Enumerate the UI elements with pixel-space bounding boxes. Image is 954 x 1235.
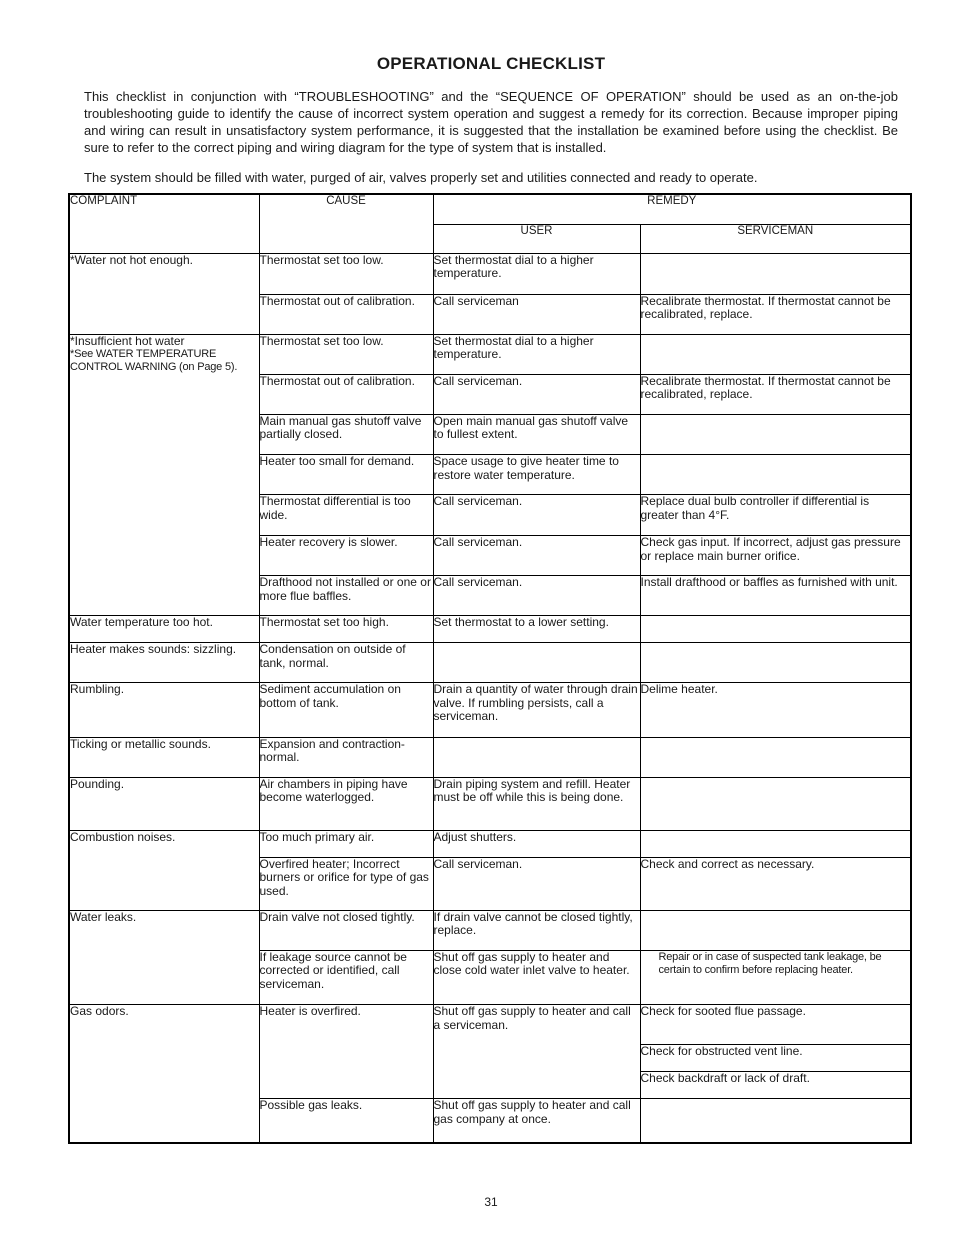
user-remedy-cell: Call serviceman. — [433, 495, 640, 536]
user-remedy-cell: Adjust shutters. — [433, 830, 640, 857]
serviceman-remedy-cell: Install drafthood or baffles as furnished with unit. — [640, 576, 911, 616]
complaint-cell — [69, 334, 259, 616]
complaint-cell: Water temperature too hot. — [69, 616, 259, 643]
page-number: 31 — [484, 1195, 498, 1209]
serviceman-remedy-cell — [640, 455, 911, 495]
serviceman-remedy-cell — [640, 643, 911, 683]
user-remedy-cell: Shut off gas supply to heater and call gas company at once. — [433, 1099, 640, 1143]
table-row — [69, 830, 911, 857]
user-remedy-cell: Shut off gas supply to heater and close cold water inlet valve to heater. — [433, 950, 640, 1004]
table-row — [69, 643, 911, 683]
header-remedy: REMEDY — [433, 194, 911, 224]
cause-cell: Overfired heater; Incorrect burners or orifice for type of gas used. — [259, 857, 433, 910]
serviceman-remedy-cell: Repair or in case of suspected tank leakage, be certain to confirm before replacing heater. — [640, 950, 911, 1004]
user-remedy-cell: Call serviceman — [433, 294, 640, 334]
complaint-cell: Gas odors. — [69, 1005, 259, 1143]
cause-cell: Thermostat differential is too wide. — [259, 495, 433, 536]
checklist-table — [68, 193, 912, 1144]
complaint-cell: Pounding. — [69, 777, 259, 830]
table-row — [69, 1005, 911, 1045]
complaint-text: *Insufficient hot water — [70, 333, 185, 348]
complaint-cell: Ticking or metallic sounds. — [69, 737, 259, 777]
cause-cell: Expansion and contraction-normal. — [259, 737, 433, 777]
cause-cell: Thermostat set too low. — [259, 253, 433, 294]
cause-cell: Thermostat set too low. — [259, 334, 433, 374]
cause-cell: Heater recovery is slower. — [259, 536, 433, 576]
serviceman-remedy-cell: Replace dual bulb controller if differential is greater than 4°F. — [640, 495, 911, 536]
serviceman-remedy-cell: Recalibrate thermostat. If thermostat cannot be recalibrated, replace. — [640, 294, 911, 334]
user-remedy-cell: If drain valve cannot be closed tightly, replace. — [433, 910, 640, 950]
user-remedy-cell: Space usage to give heater time to restore water temperature. — [433, 455, 640, 495]
user-remedy-cell — [433, 643, 640, 683]
user-remedy-cell: Shut off gas supply to heater and call a serviceman. — [433, 1005, 640, 1099]
serviceman-remedy-cell — [640, 910, 911, 950]
header-complaint: COMPLAINT — [69, 194, 259, 253]
serviceman-remedy-cell — [640, 414, 911, 454]
serviceman-remedy-cell — [640, 253, 911, 294]
serviceman-remedy-cell: Check backdraft or lack of draft. — [640, 1072, 911, 1099]
serviceman-remedy-cell — [640, 616, 911, 643]
table-row — [69, 737, 911, 777]
table-row — [69, 334, 911, 374]
serviceman-remedy-cell: Check gas input. If incorrect, adjust gas pressure or replace main burner orifice. — [640, 536, 911, 576]
header-serviceman: SERVICEMAN — [640, 224, 911, 253]
table-row — [69, 777, 911, 830]
table-row — [69, 616, 911, 643]
complaint-cell: Rumbling. — [69, 683, 259, 737]
serviceman-remedy-cell: Check and correct as necessary. — [640, 857, 911, 910]
cause-cell: Too much primary air. — [259, 830, 433, 857]
cause-cell: Condensation on outside of tank, normal. — [259, 643, 433, 683]
serviceman-remedy-cell: Recalibrate thermostat. If thermostat cannot be recalibrated, replace. — [640, 374, 911, 414]
cause-cell: Drafthood not installed or one or more flue baffles. — [259, 576, 433, 616]
user-remedy-cell: Drain a quantity of water through drain valve. If rumbling persists, call a serviceman. — [433, 683, 640, 737]
table-row — [69, 910, 911, 950]
user-remedy-cell: Set thermostat dial to a higher temperature. — [433, 253, 640, 294]
serviceman-remedy-cell: Check for obstructed vent line. — [640, 1045, 911, 1072]
cause-cell: Possible gas leaks. — [259, 1099, 433, 1143]
intro-paragraph: This checklist in conjunction with “TROUBLESHOOTING” and the “SEQUENCE OF OPERATION” should be used as an on-the-job troubleshooting guide to identify the cause of incorrect system operation and suggest a remedy for its correction. Because improper piping and wiring can result in unsatisfactory system performance, it is suggested that the installation be examined before using the checklist. Be sure to refer to the correct piping and wiring diagram for the type of system that is installed. — [84, 89, 898, 155]
complaint-note: *See WATER TEMPERATURE CONTROL WARNING (on Page 5). — [70, 348, 238, 374]
cause-cell: Sediment accumulation on bottom of tank. — [259, 683, 433, 737]
cause-cell: If leakage source cannot be corrected or identified, call serviceman. — [259, 950, 433, 1004]
user-remedy-cell: Set thermostat to a lower setting. — [433, 616, 640, 643]
serviceman-remedy-cell: Delime heater. — [640, 683, 911, 737]
serviceman-remedy-cell — [640, 1099, 911, 1143]
serviceman-remedy-cell — [640, 777, 911, 830]
intro-note: The system should be filled with water, purged of air, valves properly set and utilities connected and ready to operate. — [84, 170, 758, 185]
table-row — [69, 683, 911, 737]
cause-cell: Heater is overfired. — [259, 1005, 433, 1099]
user-remedy-cell: Call serviceman. — [433, 374, 640, 414]
complaint-cell: Combustion noises. — [69, 830, 259, 910]
complaint-cell: Water leaks. — [69, 910, 259, 1004]
serviceman-remedy-cell — [640, 830, 911, 857]
page-title: OPERATIONAL CHECKLIST — [376, 54, 606, 73]
user-remedy-cell: Set thermostat dial to a higher temperature. — [433, 334, 640, 374]
user-remedy-cell: Call serviceman. — [433, 576, 640, 616]
header-user: USER — [433, 224, 640, 253]
user-remedy-cell: Call serviceman. — [433, 536, 640, 576]
cause-cell: Heater too small for demand. — [259, 455, 433, 495]
complaint-cell: Heater makes sounds: sizzling. — [69, 643, 259, 683]
table-row — [69, 253, 911, 294]
cause-cell: Thermostat out of calibration. — [259, 374, 433, 414]
serviceman-remedy-cell: Check for sooted flue passage. — [640, 1005, 911, 1045]
serviceman-remedy-cell — [640, 334, 911, 374]
cause-cell: Thermostat out of calibration. — [259, 294, 433, 334]
cause-cell: Air chambers in piping have become waterlogged. — [259, 777, 433, 830]
user-remedy-cell: Drain piping system and refill. Heater must be off while this is being done. — [433, 777, 640, 830]
complaint-cell: *Water not hot enough. — [69, 253, 259, 334]
serviceman-remedy-cell — [640, 737, 911, 777]
cause-cell: Drain valve not closed tightly. — [259, 910, 433, 950]
user-remedy-cell: Call serviceman. — [433, 857, 640, 910]
cause-cell: Main manual gas shutoff valve partially closed. — [259, 414, 433, 454]
user-remedy-cell: Open main manual gas shutoff valve to fullest extent. — [433, 414, 640, 454]
header-cause: CAUSE — [259, 194, 433, 253]
cause-cell: Thermostat set too high. — [259, 616, 433, 643]
user-remedy-cell — [433, 737, 640, 777]
